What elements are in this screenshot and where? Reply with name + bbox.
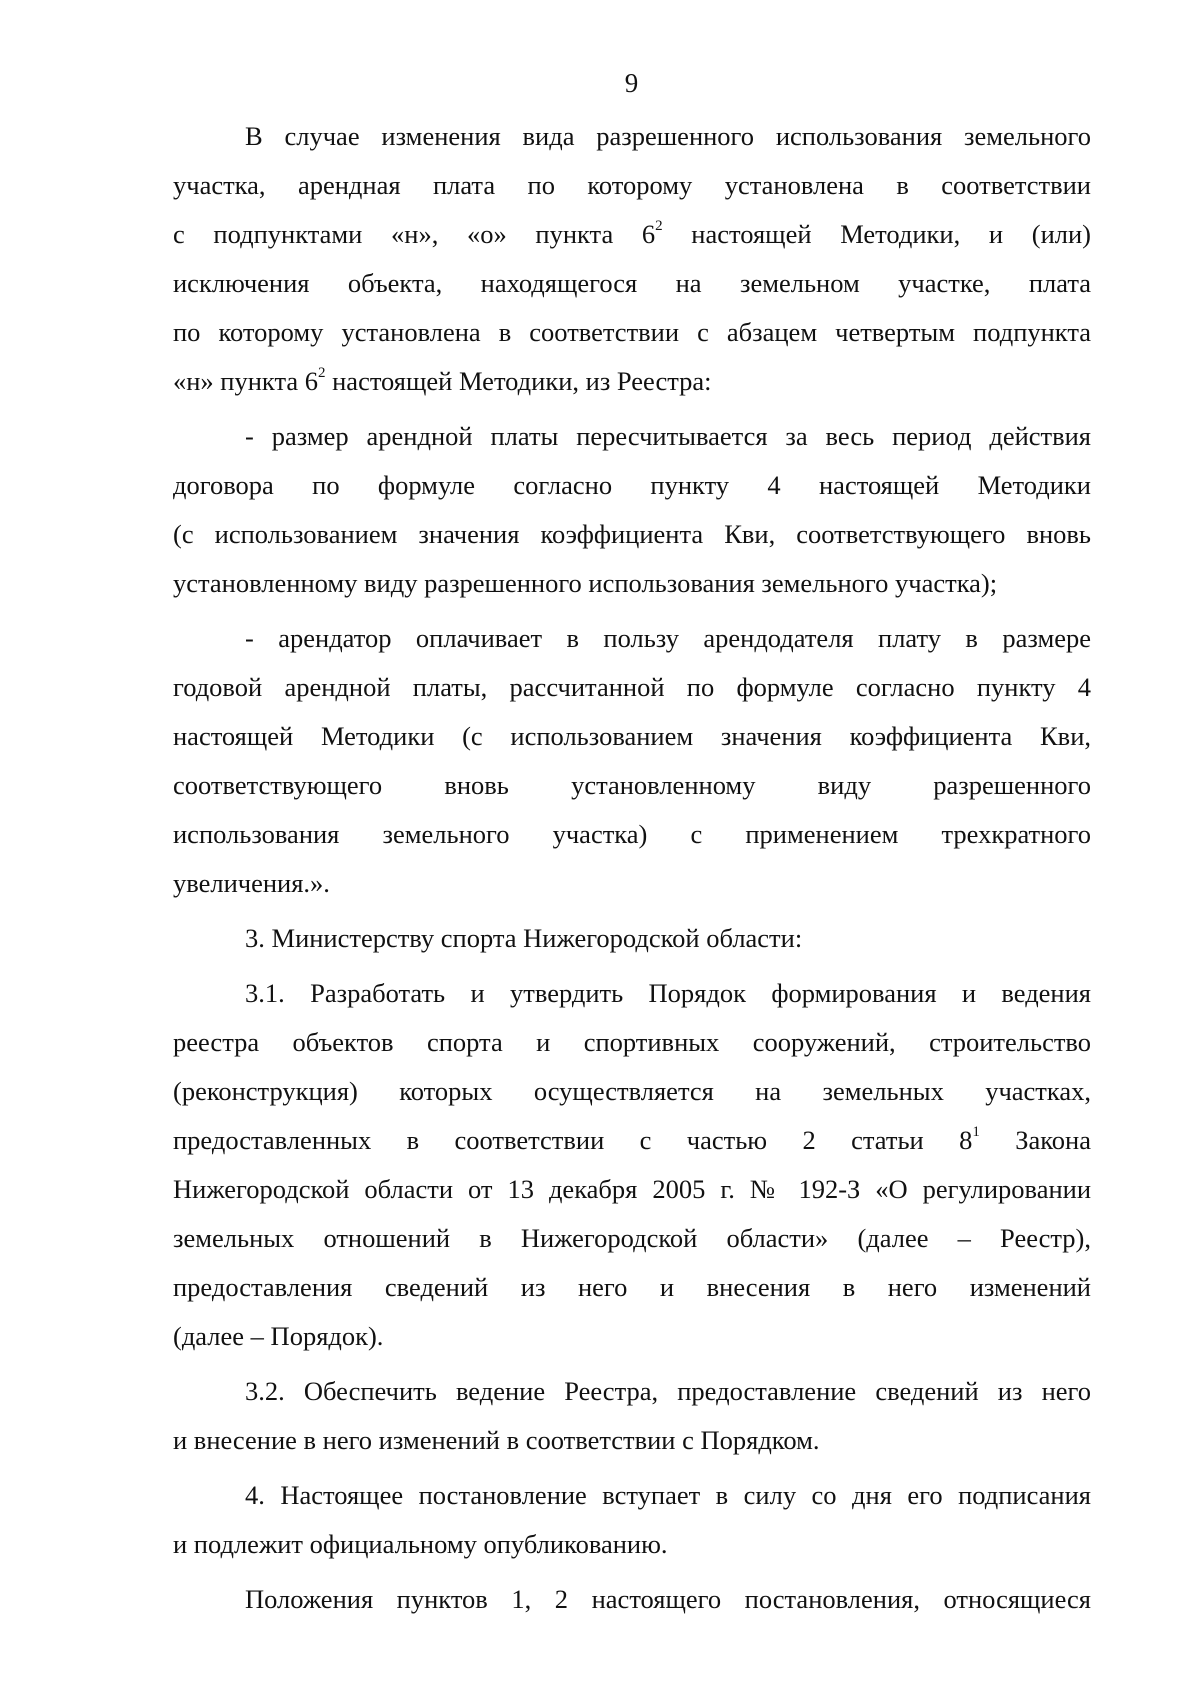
text-segment: 4. Настоящее постановление вступает в силу со дня его подписания [245,1480,1091,1510]
text-segment: увеличения.». [173,868,330,898]
text-line [173,1116,1091,1165]
text-segment: - арендатор оплачивает в пользу арендодателя плату в размере [245,623,1091,653]
paragraph [173,1575,1091,1624]
text-segment: 3.1. Разработать и утвердить Порядок формирования и ведения [245,978,1091,1008]
text-segment: использования земельного участка) с применением трехкратного [173,819,1091,849]
text-segment: с подпунктами «н», «о» пункта 6 [173,219,656,249]
paragraph [173,112,1091,406]
paragraph [173,1367,1091,1465]
text-segment: годовой арендной платы, рассчитанной по формуле согласно пункту 4 [173,672,1091,702]
paragraph [173,969,1091,1361]
paragraph [173,914,1091,963]
text-segment: соответствующего вновь установленному виду разрешенного [173,770,1091,800]
text-line [173,1312,1091,1361]
text-segment: Положения пунктов 1, 2 настоящего постановления, относящиеся [245,1584,1091,1614]
text-line [173,1575,1091,1624]
text-line [173,510,1091,559]
page-number: 9 [624,68,639,98]
text-line [173,914,1091,963]
text-segment: установленному виду разрешенного использования земельного участка); [173,568,998,598]
text-line [173,1416,1091,1465]
text-line [173,712,1091,761]
paragraph [173,614,1091,908]
text-segment: настоящей Методики (с использованием значения коэффициента Кви, [173,721,1091,751]
text-line [173,1067,1091,1116]
text-line [173,357,1091,406]
text-line [173,1263,1091,1312]
text-segment: (реконструкция) которых осуществляется на земельных участках, [173,1076,1091,1106]
text-segment: и подлежит официальному опубликованию. [173,1529,668,1559]
text-segment: предоставленных в соответствии с частью 2 статьи 8 [173,1125,973,1155]
text-line [173,210,1091,259]
text-line [173,1018,1091,1067]
text-segment: Закона [979,1125,1091,1155]
text-segment: «н» пункта 6 [173,366,318,396]
superscript: 2 [655,218,663,235]
text-line [173,761,1091,810]
text-segment: В случае изменения вида разрешенного использования земельного [245,121,1091,151]
text-segment: 3. Министерству спорта Нижегородской области: [245,923,803,953]
text-segment: настоящей Методики, из Реестра: [325,366,712,396]
text-line [173,969,1091,1018]
text-line [173,559,1091,608]
text-segment: земельных отношений в Нижегородской области» (далее – Реестр), [173,1223,1091,1253]
text-line [173,412,1091,461]
text-line [173,308,1091,357]
text-segment: и внесение в него изменений в соответствии с Порядком. [173,1425,820,1455]
superscript: 2 [318,365,326,382]
paragraph [173,412,1091,608]
text-line [173,1165,1091,1214]
text-segment: - размер арендной платы пересчитывается за весь период действия [245,421,1091,451]
text-segment: исключения объекта, находящегося на земельном участке, плата [173,268,1091,298]
text-line [173,259,1091,308]
text-segment: (далее – Порядок). [173,1321,384,1351]
superscript: 1 [972,1124,980,1141]
text-segment: договора по формуле согласно пункту 4 настоящей Методики [173,470,1091,500]
text-line [173,1471,1091,1520]
text-line [173,161,1091,210]
text-segment: (с использованием значения коэффициента Кви, соответствующего вновь [173,519,1091,549]
text-segment: реестра объектов спорта и спортивных сооружений, строительство [173,1027,1091,1057]
text-line [173,810,1091,859]
text-segment: настоящей Методики, и (или) [662,219,1091,249]
text-segment: участка, арендная плата по которому установлена в соответствии [173,170,1091,200]
text-line [173,859,1091,908]
text-segment: Нижегородской области от 13 декабря 2005 г. № 192-З «О регулировании [173,1174,1091,1204]
text-line [173,1214,1091,1263]
text-line [173,461,1091,510]
text-line [173,614,1091,663]
text-segment: по которому установлена в соответствии с абзацем четвертым подпункта [173,317,1091,347]
text-line [173,112,1091,161]
document-body [173,112,1091,1624]
text-segment: предоставления сведений из него и внесения в него изменений [173,1272,1091,1302]
text-line [173,663,1091,712]
paragraph [173,1471,1091,1569]
text-line [173,1367,1091,1416]
text-line [173,1520,1091,1569]
text-segment: 3.2. Обеспечить ведение Реестра, предоставление сведений из него [245,1376,1091,1406]
